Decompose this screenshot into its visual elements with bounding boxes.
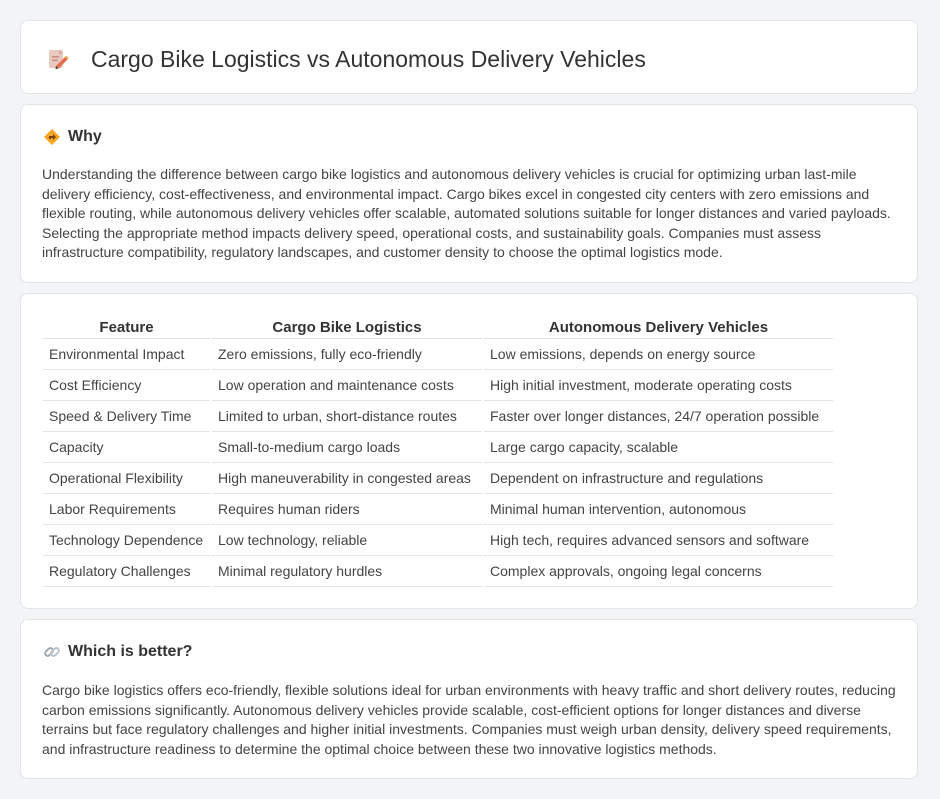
why-heading: Why — [68, 128, 102, 145]
autonomous-cell: Dependent on infrastructure and regulations — [484, 463, 833, 494]
comparison-table — [41, 316, 835, 587]
link-icon — [43, 643, 61, 661]
cargo-bike-cell: Zero emissions, fully eco-friendly — [212, 339, 482, 370]
diamond-direction-sign-icon — [43, 128, 61, 146]
title-card — [20, 20, 918, 94]
autonomous-cell: High tech, requires advanced sensors and software — [484, 525, 833, 556]
feature-cell: Environmental Impact — [43, 339, 210, 370]
autonomous-cell: Low emissions, depends on energy source — [484, 339, 833, 370]
table-row — [43, 339, 833, 370]
why-section — [20, 104, 918, 283]
table-row — [43, 401, 833, 432]
cargo-bike-cell: Low technology, reliable — [212, 525, 482, 556]
table-row — [43, 463, 833, 494]
feature-cell: Regulatory Challenges — [43, 556, 210, 587]
cargo-bike-cell: High maneuverability in congested areas — [212, 463, 482, 494]
table-row — [43, 525, 833, 556]
feature-cell: Technology Dependence — [43, 525, 210, 556]
comparison-section — [20, 293, 918, 609]
table-row — [43, 432, 833, 463]
cargo-bike-cell: Limited to urban, short-distance routes — [212, 401, 482, 432]
header-cargo-bike: Cargo Bike Logistics — [212, 316, 482, 339]
feature-cell: Operational Flexibility — [43, 463, 210, 494]
feature-cell: Cost Efficiency — [43, 370, 210, 401]
table-row — [43, 556, 833, 587]
autonomous-cell: High initial investment, moderate operating costs — [484, 370, 833, 401]
autonomous-cell: Complex approvals, ongoing legal concerns — [484, 556, 833, 587]
better-heading-row — [43, 642, 192, 662]
why-heading-row — [43, 127, 102, 147]
autonomous-cell: Faster over longer distances, 24/7 operation possible — [484, 401, 833, 432]
autonomous-cell: Minimal human intervention, autonomous — [484, 494, 833, 525]
header-autonomous: Autonomous Delivery Vehicles — [484, 316, 833, 339]
cargo-bike-cell: Minimal regulatory hurdles — [212, 556, 482, 587]
feature-cell: Capacity — [43, 432, 210, 463]
why-text: Understanding the difference between cargo bike logistics and autonomous delivery vehicles is crucial for optimizing urban last-mile delivery efficiency, cost-effectiveness, and environmental impact. Cargo bikes excel in congested city centers with zero emissions and flexible routing, while autonomous delivery vehicles offer scalable, automated solutions suitable for longer distances and varied payloads. Selecting the appropriate method impacts delivery speed, operational costs, and sustainability goals. Companies must assess infrastructure compatibility, regulatory landscapes, and customer density to choose the optimal logistics mode. — [42, 166, 891, 261]
better-heading: Which is better? — [68, 643, 193, 660]
cargo-bike-cell: Requires human riders — [212, 494, 482, 525]
document-pencil-icon — [47, 47, 69, 71]
table-header-row — [43, 316, 833, 339]
better-text: Cargo bike logistics offers eco-friendly, flexible solutions ideal for urban environments with heavy traffic and short delivery routes, reducing carbon emissions significantly. Autonomous delivery vehicles provide scalable, cost-efficient options for longer distances and diverse terrains but face regulatory challenges and higher initial investments. Companies must weigh urban density, delivery speed requirements, and infrastructure readiness to determine the optimal choice between these two innovative logistics methods. — [42, 682, 896, 757]
feature-cell: Labor Requirements — [43, 494, 210, 525]
feature-cell: Speed & Delivery Time — [43, 401, 210, 432]
cargo-bike-cell: Low operation and maintenance costs — [212, 370, 482, 401]
table-row — [43, 494, 833, 525]
cargo-bike-cell: Small-to-medium cargo loads — [212, 432, 482, 463]
page-title: Cargo Bike Logistics vs Autonomous Delivery Vehicles — [91, 46, 646, 72]
table-row — [43, 370, 833, 401]
which-is-better-section — [20, 619, 918, 779]
header-feature: Feature — [43, 316, 210, 339]
autonomous-cell: Large cargo capacity, scalable — [484, 432, 833, 463]
